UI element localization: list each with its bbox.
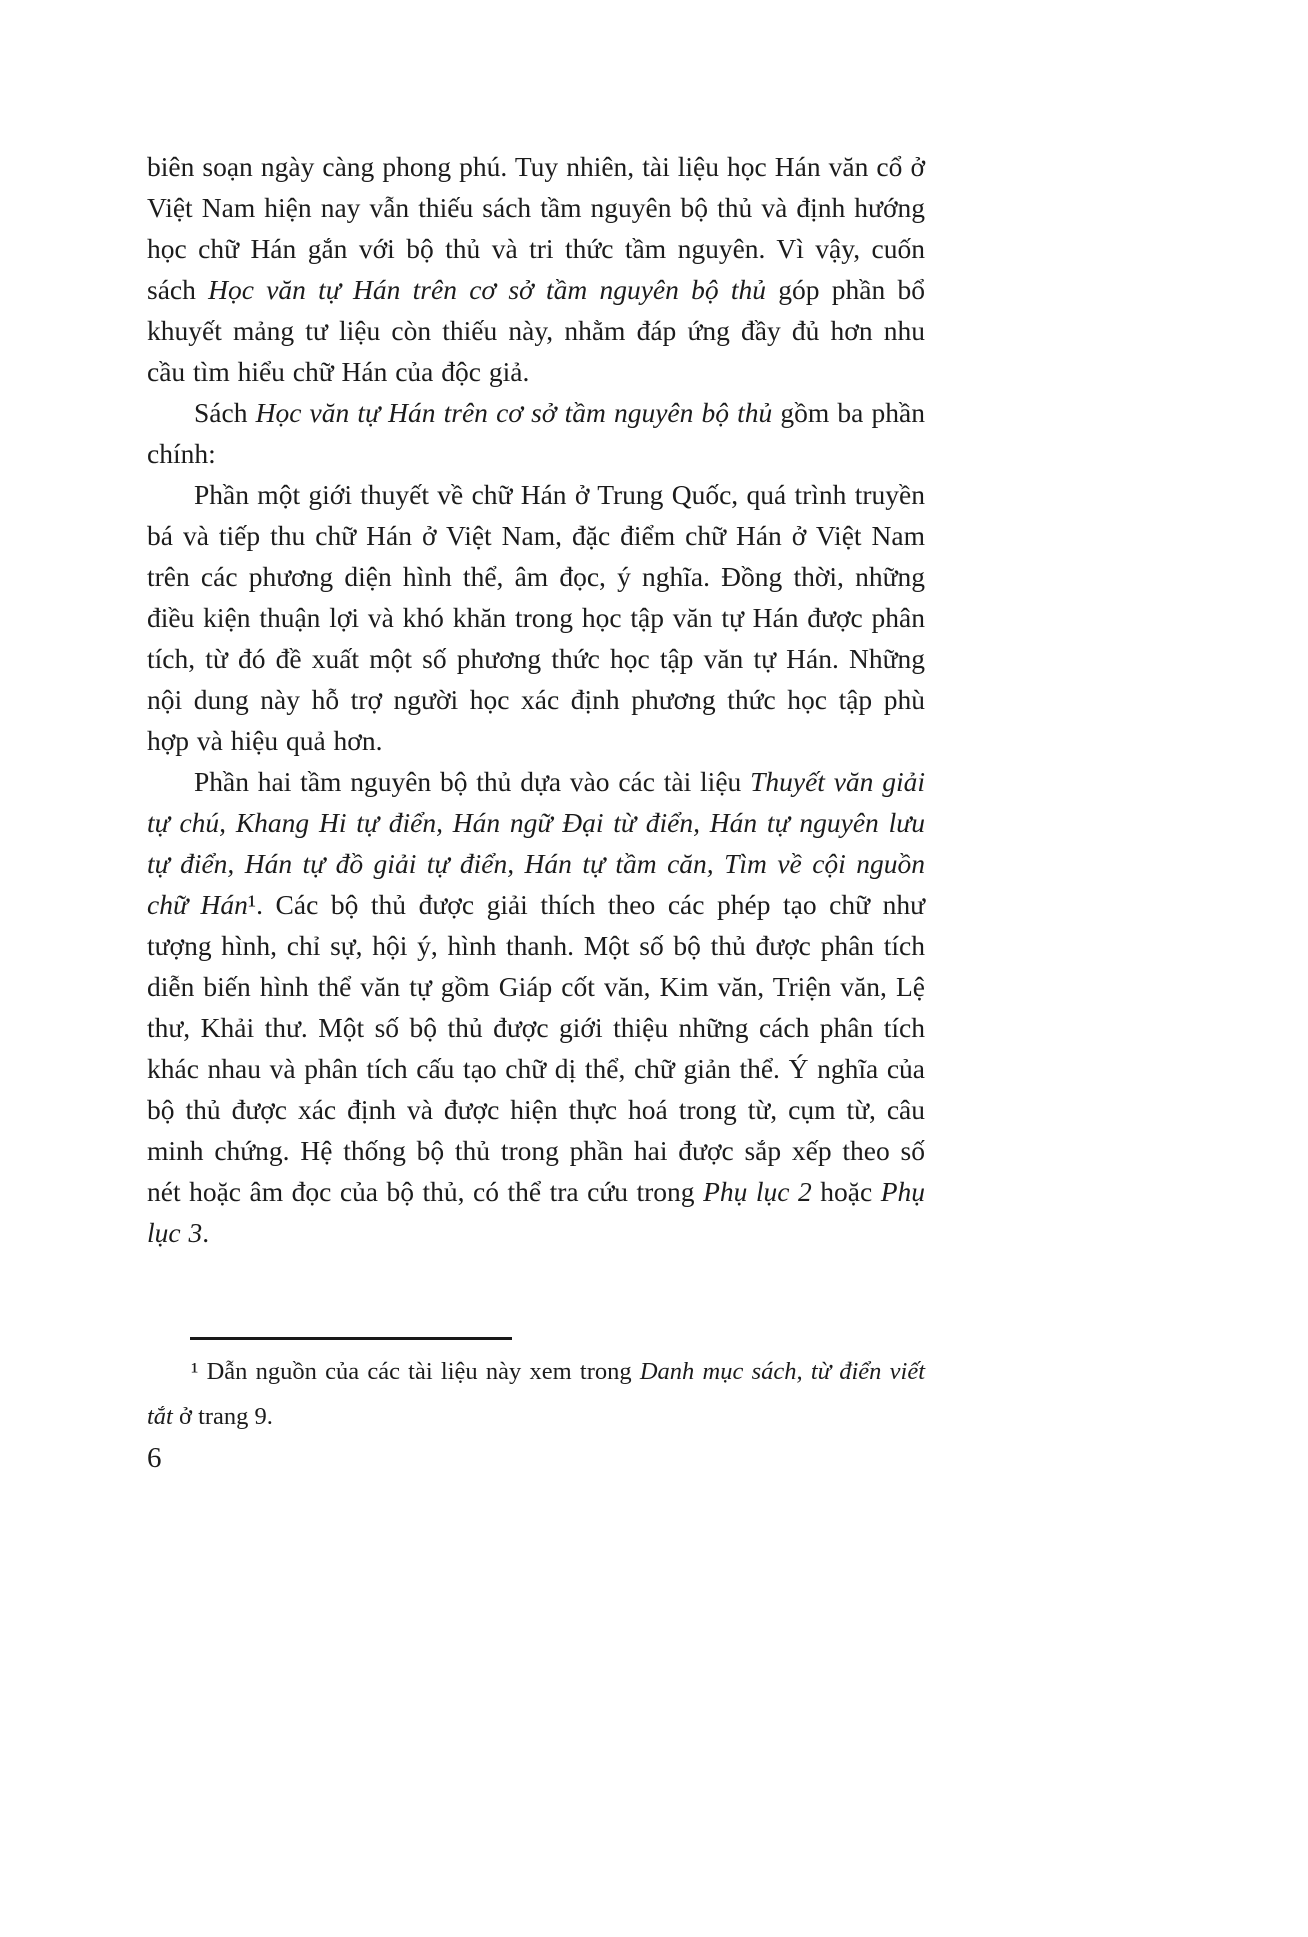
text-run: biên soạn ngày càng phong phú. Tuy nhiên, tài liệu học Hán văn cổ ở Việt Nam hiện nay vẫn thiếu sách tầm nguyên bộ thủ và định hướng học chữ Hán gắn với bộ thủ và tri thức tầm nguyên. Vì vậy, cuốn sách bbox=[147, 151, 925, 305]
text-run: Phần hai tầm nguyên bộ thủ dựa vào các tài liệu bbox=[194, 766, 751, 797]
paragraph bbox=[147, 761, 925, 1253]
text-run: ¹. Các bộ thủ được giải thích theo các phép tạo chữ như tượng hình, chỉ sự, hội ý, hình thanh. Một số bộ thủ được phân tích diễn biến hình thể văn tự gồm Giáp cốt văn, Kim văn, Triện văn, Lệ thư, Khải thư. Một số bộ thủ được giới thiệu những cách phân tích khác nhau và phân tích cấu tạo chữ dị thể, chữ giản thể. Ý nghĩa của bộ thủ được xác định và được hiện thực hoá trong từ, cụm từ, câu minh chứng. Hệ thống bộ thủ trong phần hai được sắp xếp theo số nét hoặc âm đọc của bộ thủ, có thể tra cứu trong bbox=[147, 889, 925, 1207]
italic-title-run: Danh mục sách, từ điển viết tắt bbox=[147, 1358, 926, 1430]
paragraph bbox=[147, 146, 925, 392]
text-run: . bbox=[202, 1217, 210, 1248]
text-run: góp phần bổ khuyết mảng tư liệu còn thiếu này, nhằm đáp ứng đầy đủ hơn nhu cầu tìm hiểu chữ Hán của độc giả. bbox=[147, 274, 925, 387]
text-run: Sách bbox=[194, 397, 256, 428]
paragraph bbox=[147, 392, 925, 474]
italic-title-run: Phụ lục 2 bbox=[703, 1176, 812, 1207]
text-run: gồm ba phần chính: bbox=[147, 397, 925, 469]
italic-title-run: Học văn tự Hán trên cơ sở tầm nguyên bộ thủ bbox=[255, 397, 773, 428]
paragraph bbox=[147, 474, 925, 761]
page-number: 6 bbox=[147, 1442, 162, 1474]
italic-title-run: Thuyết văn giải tự chú, Khang Hi tự điển, Hán ngữ Đại từ điển, Hán tự nguyên lưu tự điển, Hán tự đồ giải tự điển, Hán tự tầm căn, Tìm về cội nguồn chữ Hán bbox=[147, 766, 925, 920]
text-run: ở trang 9. bbox=[172, 1403, 273, 1430]
text-run: Phần một giới thuyết về chữ Hán ở Trung Quốc, quá trình truyền bá và tiếp thu chữ Hán ở Việt Nam, đặc điểm chữ Hán ở Việt Nam trên các phương diện hình thể, âm đọc, ý nghĩa. Đồng thời, những điều kiện thuận lợi và khó khăn trong học tập văn tự Hán được phân tích, từ đó đề xuất một số phương thức học tập văn tự Hán. Những nội dung này hỗ trợ người học xác định phương thức học tập phù hợp và hiệu quả hơn. bbox=[147, 479, 925, 756]
italic-title-run: Phụ lục 3 bbox=[147, 1176, 925, 1248]
body-text bbox=[147, 146, 925, 1253]
text-run: ¹ Dẫn nguồn của các tài liệu này xem trong bbox=[191, 1358, 640, 1385]
footnote-separator bbox=[190, 1337, 512, 1340]
italic-title-run: Học văn tự Hán trên cơ sở tầm nguyên bộ thủ bbox=[208, 274, 767, 305]
text-run: hoặc bbox=[811, 1176, 881, 1207]
footnote-text bbox=[147, 1349, 925, 1439]
